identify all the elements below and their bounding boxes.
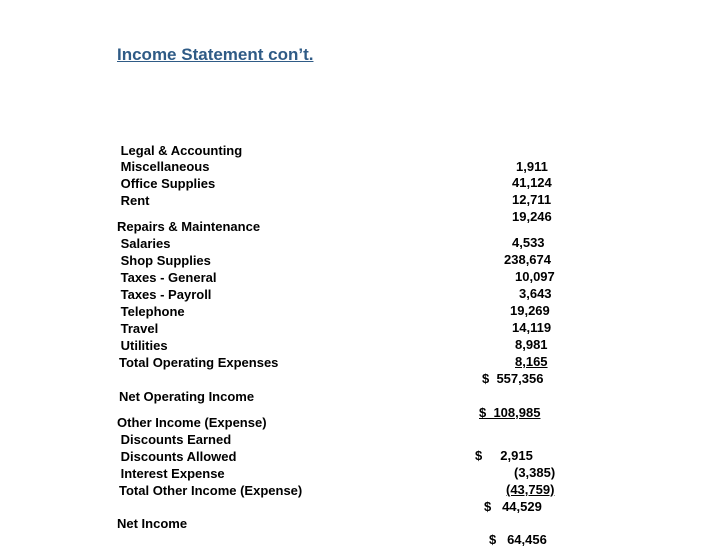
row-label: Total Operating Expenses (119, 355, 279, 370)
row-value: 12,711 (512, 192, 552, 207)
row-value: (43,759) (506, 482, 555, 497)
row-label: Net Income (117, 516, 188, 531)
page-title: Income Statement con’t. (117, 45, 314, 64)
row-label: Salaries (117, 236, 171, 251)
row-label: Telephone (117, 304, 185, 319)
row-label: Office Supplies (117, 176, 216, 191)
row-label: Total Other Income (Expense) (119, 483, 303, 498)
row-value: 19,246 (512, 209, 552, 224)
row-label: Interest Expense (117, 466, 225, 481)
row-value: 8,165 (515, 354, 548, 369)
row-value: $ 44,529 (484, 499, 542, 514)
row-label: Utilities (117, 338, 168, 353)
row-value: 14,119 (512, 320, 552, 335)
row-label: Taxes - Payroll (117, 287, 212, 302)
row-label: Rent (117, 193, 150, 208)
row-value: $ 2,915 (475, 448, 533, 463)
row-value: 41,124 (512, 175, 552, 190)
row-label: Net Operating Income (119, 389, 255, 404)
row-label: Discounts Allowed (117, 449, 237, 464)
row-label: Other Income (Expense) (117, 415, 267, 430)
row-label: Repairs & Maintenance (117, 219, 261, 234)
row-value: $ 64,456 (489, 532, 547, 547)
row-value: 1,911 (516, 159, 548, 174)
row-label: Shop Supplies (117, 253, 211, 268)
row-label: Taxes - General (117, 270, 217, 285)
row-value: 10,097 (515, 269, 555, 284)
row-value: 238,674 (504, 252, 551, 267)
row-value: 3,643 (519, 286, 552, 301)
row-value: 8,981 (515, 337, 548, 352)
row-value: $ 108,985 (479, 405, 541, 420)
row-label: Travel (117, 321, 159, 336)
row-label: Discounts Earned (117, 432, 232, 447)
row-value: 4,533 (512, 235, 545, 250)
row-value: $ 557,356 (482, 371, 544, 386)
row-label: Legal & Accounting (117, 143, 243, 158)
row-label: Miscellaneous (117, 159, 210, 174)
row-value: (3,385) (514, 465, 556, 480)
row-value: 19,269 (510, 303, 550, 318)
